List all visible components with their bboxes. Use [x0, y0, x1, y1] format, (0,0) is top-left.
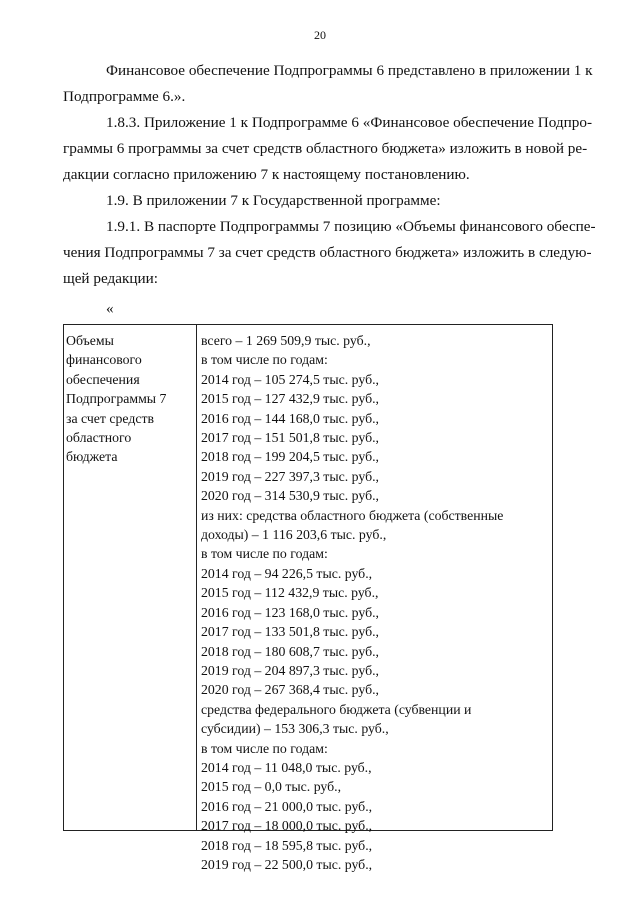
paragraph-line: дакции согласно приложению 7 к настоящему постановлению.: [63, 166, 470, 183]
paragraph-line: Подпрограмме 6.».: [63, 88, 186, 105]
table-value-line: 2017 год – 18 000,0 тыс. руб.,: [201, 818, 373, 834]
table-value-line: 2015 год – 127 432,9 тыс. руб.,: [201, 391, 379, 407]
paragraph-line: 1.8.3. Приложение 1 к Подпрограмме 6 «Финансовое обеспечение Подпро-: [106, 114, 593, 131]
table-value-line: 2018 год – 199 204,5 тыс. руб.,: [201, 449, 379, 465]
table-value-line: 2018 год – 180 608,7 тыс. руб.,: [201, 643, 379, 659]
table-value-line: 2019 год – 204 897,3 тыс. руб.,: [201, 662, 379, 678]
page-number: 20: [314, 28, 326, 42]
table-value-line: в том числе по годам:: [201, 546, 328, 562]
paragraph-line: Финансовое обеспечение Подпрограммы 6 представлено в приложении 1 к: [106, 62, 593, 79]
paragraph-line: щей редакции:: [63, 270, 158, 287]
paragraph-line: чения Подпрограммы 7 за счет средств областного бюджета» изложить в следую-: [63, 244, 592, 261]
table-value-line: в том числе по годам:: [201, 352, 328, 368]
table-label-line: финансового: [66, 352, 142, 368]
table-label-line: бюджета: [66, 449, 118, 465]
table-value-line: средства федерального бюджета (субвенции и: [201, 701, 472, 717]
paragraph-line: граммы 6 программы за счет средств областного бюджета» изложить в новой ре-: [63, 140, 588, 157]
table-value-line: в том числе по годам:: [201, 740, 328, 756]
opening-quote-mark: «: [106, 300, 114, 317]
table-value-line: 2016 год – 144 168,0 тыс. руб.,: [201, 410, 379, 426]
body-text: [63, 58, 611, 292]
table-value-line: 2020 год – 267 368,4 тыс. руб.,: [201, 682, 379, 698]
table-label-line: обеспечения: [66, 371, 140, 387]
table-value-line: 2015 год – 112 432,9 тыс. руб.,: [201, 585, 379, 601]
table-value-line: 2016 год – 21 000,0 тыс. руб.,: [201, 798, 373, 814]
table-value-line: 2017 год – 151 501,8 тыс. руб.,: [201, 430, 379, 446]
table-value-cell: [201, 331, 549, 874]
table-label-line: Объемы: [66, 333, 114, 348]
table-value-line: 2014 год – 94 226,5 тыс. руб.,: [201, 565, 373, 581]
table-value-line: 2014 год – 105 274,5 тыс. руб.,: [201, 371, 379, 387]
table-value-line: доходы) – 1 116 203,6 тыс. руб.,: [201, 527, 387, 543]
table-value-line: субсидии) – 153 306,3 тыс. руб.,: [201, 721, 389, 737]
paragraph: [63, 110, 611, 188]
table-value-line: из них: средства областного бюджета (собственные: [201, 507, 504, 523]
paragraph-line: 1.9. В приложении 7 к Государственной программе:: [106, 192, 441, 209]
table-value-line: 2018 год – 18 595,8 тыс. руб.,: [201, 837, 373, 853]
table-value-line: 2019 год – 227 397,3 тыс. руб.,: [201, 468, 379, 484]
table-label-cell: [66, 331, 194, 467]
table-column-divider: [196, 325, 197, 830]
table-value-line: 2019 год – 22 500,0 тыс. руб.,: [201, 856, 373, 872]
table-value-line: всего – 1 269 509,9 тыс. руб.,: [201, 333, 371, 348]
paragraph: [63, 58, 611, 110]
table-value-line: 2020 год – 314 530,9 тыс. руб.,: [201, 488, 379, 504]
table-label-line: за счет средств: [66, 410, 155, 426]
table-value-line: 2017 год – 133 501,8 тыс. руб.,: [201, 624, 379, 640]
table-value-line: 2016 год – 123 168,0 тыс. руб.,: [201, 604, 379, 620]
table-value-line: 2014 год – 11 048,0 тыс. руб.,: [201, 759, 372, 775]
paragraph: [63, 188, 611, 214]
paragraph: [63, 214, 611, 292]
table-label-line: Подпрограммы 7: [66, 391, 167, 407]
table-label-line: областного: [66, 430, 132, 446]
financing-table: [63, 324, 553, 872]
paragraph-line: 1.9.1. В паспорте Подпрограммы 7 позицию «Объемы финансового обеспе-: [106, 218, 596, 235]
table-value-line: 2015 год – 0,0 тыс. руб.,: [201, 779, 342, 795]
